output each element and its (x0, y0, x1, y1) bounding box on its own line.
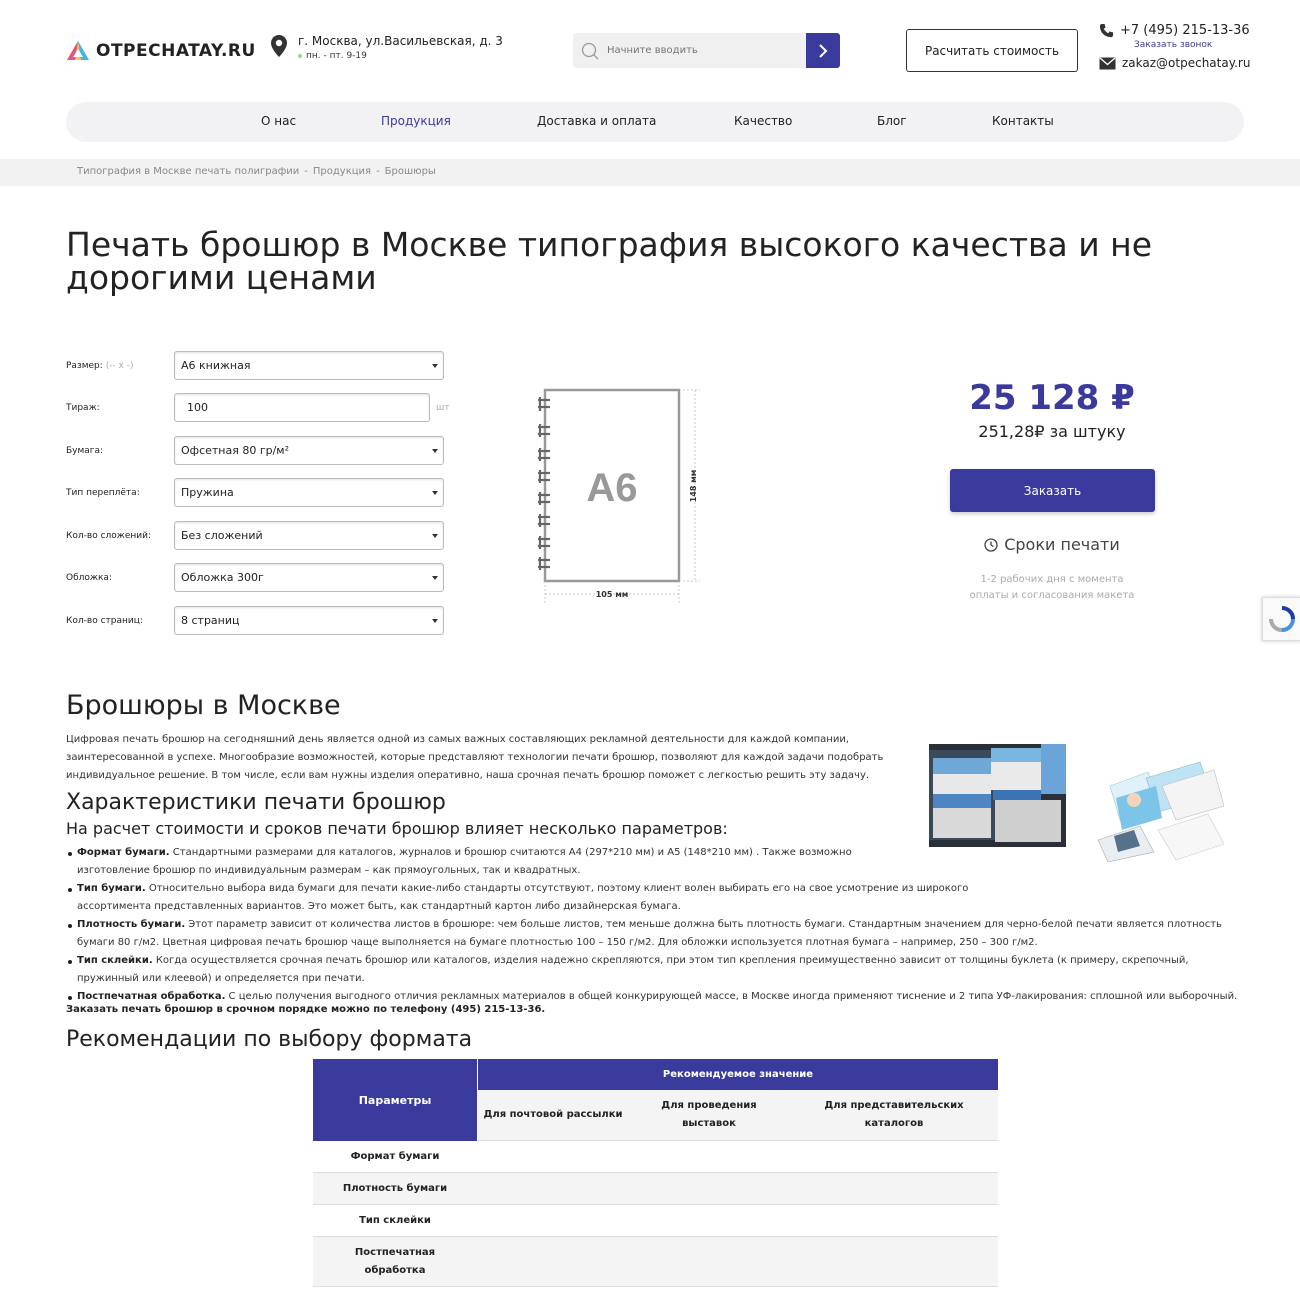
header-params: Параметры (313, 1059, 477, 1141)
phone-link[interactable] (1099, 23, 1250, 38)
header-exhibitions: Для проведения выставок (628, 1090, 790, 1141)
format-diagram (535, 385, 715, 605)
callback-link[interactable]: Заказать звонок (1134, 40, 1213, 50)
section-subheading-params: На расчет стоимости и сроков печати брошюр влияет несколько параметров: (66, 819, 728, 838)
brochure-stacks-image (929, 744, 1066, 847)
nav-item-contacts[interactable]: Контакты (992, 114, 1054, 128)
list-item: Формат бумаги. Стандартными размерами для каталогов, журналов и брошюр считаются А4 (297*210 мм) и А5 (148*210 мм) . Также возможно изготовление брошюр по индивидуальным размерам – как прямоугольных, так и квадратных. (66, 844, 916, 880)
search-field[interactable] (573, 33, 806, 68)
search-icon (581, 42, 599, 60)
breadcrumb-separator: - (376, 166, 380, 177)
hours-text: пн. - пт. 9-19 (306, 51, 367, 61)
list-item: Тип склейки. Когда осуществляется срочная печать брошюр или каталогов, изделия надежно скрепляются, при этом тип крепления преимущественно зависит от толщины буклета (к примеру, скрепочный, пружинный или клеевой) и определяется при печати. (66, 952, 1246, 988)
pages-row (66, 606, 444, 635)
main-nav (66, 102, 1244, 142)
order-button[interactable]: Заказать (950, 469, 1155, 512)
caret-down-icon (432, 534, 438, 538)
features-list (66, 844, 1246, 1006)
breadcrumb-separator: - (304, 166, 308, 177)
total-price: 25 128 ₽ (969, 378, 1135, 418)
logo-text: OTPECHATAY.RU (96, 41, 256, 61)
breadcrumb-current: Брошюры (384, 166, 436, 177)
nav-item-products[interactable]: Продукция (381, 114, 451, 128)
search-input[interactable] (607, 45, 787, 56)
table-row (313, 1237, 998, 1287)
nav-item-about[interactable]: О нас (261, 114, 297, 128)
row-label: Формат бумаги (350, 1150, 440, 1162)
size-label: Размер: (-- x -) (66, 360, 134, 371)
header-mailing: Для почтовой рассылки (478, 1090, 628, 1141)
map-pin-icon (270, 34, 288, 58)
mail-icon (1099, 57, 1116, 70)
table-row (313, 1173, 998, 1205)
quantity-unit: шт (436, 402, 450, 413)
row-label: Плотность бумаги (342, 1182, 448, 1194)
paper-label: Бумага: (66, 445, 104, 456)
list-item: Плотность бумаги. Этот параметр зависит от количества листов в брошюре: чем больше листов, тем меньше должна быть плотность бумаги. Стандартным значением для черно-белой печати является плотность бумаги 80 г/м2. Цветная цифровая печать брошюр чаще выполняется на бумаге плотностью 100 – 150 г/м2. Для обложки используется плотная бумага – например, 250 – 300 г/м2. (66, 916, 1246, 952)
chevron-right-icon (818, 43, 828, 59)
phone-text: +7 (495) 215-13-36 (1120, 23, 1250, 38)
size-select[interactable]: А6 книжная (174, 351, 444, 380)
cover-row (66, 563, 444, 592)
format-name: А6 (586, 466, 638, 510)
section-heading-features: Характеристики печати брошюр (66, 790, 446, 815)
cover-select[interactable]: Обложка 300г (174, 563, 444, 592)
phone-icon (1099, 23, 1114, 38)
quantity-input[interactable] (174, 393, 430, 422)
working-hours (298, 51, 503, 61)
table-row (313, 1141, 998, 1173)
quantity-label: Тираж: (66, 402, 100, 413)
recaptcha-badge[interactable] (1262, 597, 1300, 641)
row-label: Тип склейки (359, 1214, 431, 1226)
search-form (573, 33, 840, 68)
list-item: Постпечатная обработка. С целью получения выгодного отличия рекламных материалов в общей конкурирующей массе, в Москве иногда применяют тиснение и 2 типа УФ-лакирования: сплошной или выборочный. (66, 988, 1246, 1006)
logo[interactable] (66, 40, 256, 62)
pages-label: Кол-во страниц: (66, 615, 143, 626)
breadcrumb-home[interactable]: Типография в Москве печать полиграфии (77, 166, 300, 177)
unit-price: 251,28₽ за штуку (978, 422, 1126, 441)
binding-label: Тип переплёта: (66, 487, 140, 498)
header-recommended: Рекомендуемое значение (478, 1059, 998, 1090)
caret-down-icon (432, 491, 438, 495)
search-button[interactable] (806, 33, 840, 68)
caret-down-icon (432, 449, 438, 453)
email-link[interactable] (1099, 56, 1250, 70)
nav-item-delivery[interactable]: Доставка и оплата (537, 114, 657, 128)
cover-label: Обложка: (66, 572, 112, 583)
paper-row (66, 436, 444, 465)
clock-icon (984, 538, 998, 552)
contacts-block (1099, 23, 1250, 70)
binding-select[interactable]: Пружина (174, 478, 444, 507)
breadcrumb (0, 159, 1300, 186)
terms-title-text: Сроки печати (1004, 535, 1120, 554)
width-label: 105 мм (595, 590, 629, 599)
page-title: Печать брошюр в Москве типография высокого качества и не дорогими ценами (66, 225, 1153, 297)
caret-down-icon (432, 364, 438, 368)
section-heading-recommendations: Рекомендации по выбору формата (66, 1027, 473, 1052)
address-text: г. Москва, ул.Васильевская, д. 3 (298, 34, 503, 48)
print-terms-title (952, 535, 1152, 554)
header-catalogs: Для представительских каталогов (790, 1090, 998, 1141)
size-row (66, 351, 444, 380)
intro-paragraph: Цифровая печать брошюр на сегодняшний день является одной из самых важных составляющих рекламной деятельности для каждой компании, заинтересованной в успехе. Многообразие возможностей, которые представляют технологии печати брошюр, позволяют для каждой задачи подобрать индивидуальное решение. В том числе, если вам нужны изделия оперативно, наша срочная печать брошюр поможет с легкостью решить эту задачу. (66, 734, 884, 781)
row-label: Постпечатная обработка (354, 1246, 436, 1276)
section-heading-brochures: Брошюры в Москве (66, 690, 341, 721)
nav-item-quality[interactable]: Качество (734, 114, 793, 128)
breadcrumb-products[interactable]: Продукция (312, 166, 372, 177)
table-header (313, 1059, 998, 1141)
order-by-phone-text: Заказать печать брошюр в срочном порядке можно по телефону (495) 215-13-36. (66, 1004, 546, 1015)
binding-row (66, 478, 444, 507)
table-row (313, 1205, 998, 1237)
folds-row (66, 521, 444, 550)
caret-down-icon (432, 576, 438, 580)
list-item: Тип бумаги. Относительно выбора вида бумаги для печати какие-либо стандарты отсутствуют, поэтому клиент волен выбирать его на свое усмотрение из широкого ассортимента представленных вариантов. Это может быть, как стандартный картон либо дизайнерская бумага. (66, 880, 1026, 916)
caret-down-icon (432, 619, 438, 623)
brochure-stack (933, 744, 1066, 842)
calculate-cost-button[interactable]: Расчитать стоимость (906, 29, 1078, 72)
size-hint: (-- x -) (105, 360, 134, 371)
recommendations-table (313, 1059, 998, 1287)
folds-select[interactable]: Без сложений (174, 521, 444, 550)
pages-select[interactable]: 8 страниц (174, 606, 444, 635)
address-block (270, 34, 503, 61)
print-terms-text: 1-2 рабочих дня с момента оплаты и согласования макета (969, 574, 1135, 601)
status-dot (298, 54, 302, 58)
email-text: zakaz@otpechatay.ru (1122, 56, 1251, 70)
nav-item-blog[interactable]: Блог (877, 114, 907, 128)
quantity-row (66, 393, 449, 422)
logo-icon (66, 40, 90, 62)
paper-select[interactable]: Офсетная 80 гр/м² (174, 436, 444, 465)
recaptcha-icon (1268, 605, 1296, 633)
folds-label: Кол-во сложений: (66, 530, 152, 541)
height-label: 148 мм (689, 469, 698, 503)
